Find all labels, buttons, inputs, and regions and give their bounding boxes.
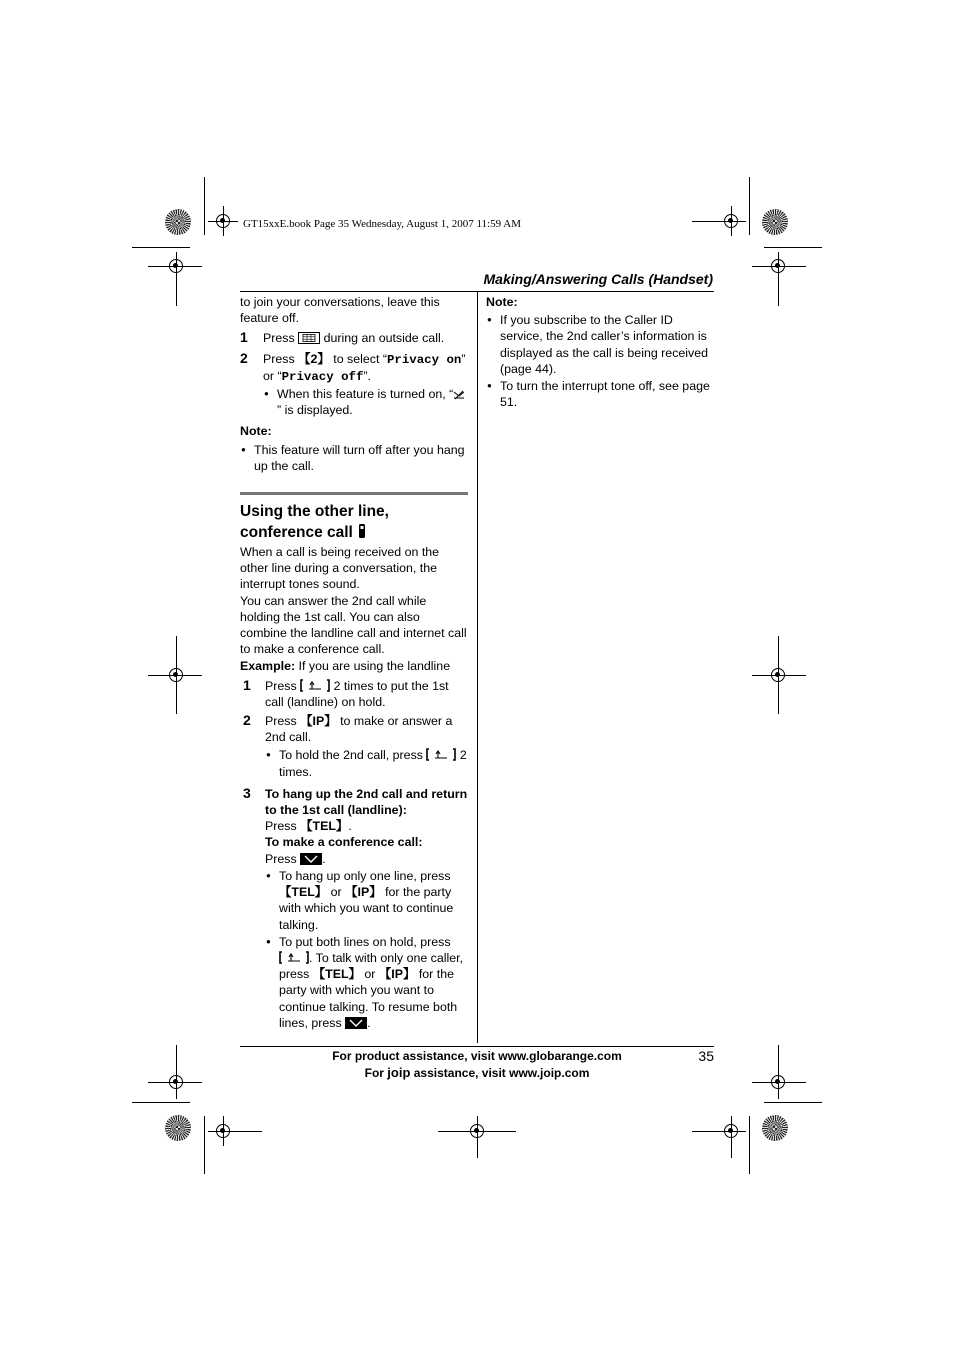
example-text: If you are using the landline xyxy=(298,659,451,674)
registration-mark xyxy=(216,214,230,228)
step-text: 2 times to put the 1st call (landline) on hold. xyxy=(265,678,449,709)
step-number: 2 xyxy=(240,349,248,366)
bullet-text: This feature will turn off after you hang up the call. xyxy=(254,442,465,473)
bullet-text: To turn the interrupt tone off, see page 51. xyxy=(500,379,710,410)
color-wheel-mark xyxy=(165,209,191,235)
hold-key-icon xyxy=(426,748,456,761)
bullet-text: . To talk with only one caller, press xyxy=(279,950,464,982)
bullet-text: If you subscribe to the Caller ID service, the 2nd caller’s information is displayed as the call is being received (page 44). xyxy=(500,313,709,376)
bullet-text: ” is displayed. xyxy=(277,403,353,418)
bullet-text: or xyxy=(330,885,342,900)
footer-line-1: For product assistance, visit www.globarange.com xyxy=(332,1049,622,1063)
crop-mark xyxy=(132,247,190,248)
bullet-text: To hang up only one line, press xyxy=(279,868,451,883)
note-label: Note: xyxy=(486,295,518,309)
registration-mark xyxy=(169,1075,183,1089)
step-text: Press xyxy=(265,851,297,866)
page-number: 35 xyxy=(698,1048,714,1064)
page-header-title: Making/Answering Calls (Handset) xyxy=(483,271,713,287)
bullet-text: . xyxy=(367,1015,371,1030)
ip-key: 【IP】 xyxy=(378,967,416,982)
crop-mark xyxy=(764,247,822,248)
footer-line-2 xyxy=(240,1065,714,1080)
bullet-text: for the party with which you want to continue talking. xyxy=(279,885,454,932)
book-info: GT15xxE.book Page 35 Wednesday, August 1, 2007 11:59 AM xyxy=(243,218,521,230)
registration-mark xyxy=(169,668,183,682)
registration-mark xyxy=(216,1124,230,1138)
registration-mark xyxy=(176,1045,177,1099)
bullet xyxy=(265,868,468,933)
step-text: Press xyxy=(265,714,297,729)
key-2: 【2】 xyxy=(298,351,330,366)
registration-mark xyxy=(169,259,183,273)
registration-mark xyxy=(771,1075,785,1089)
instruction-heading: To make a conference call: xyxy=(265,835,423,850)
step-2 xyxy=(240,713,468,780)
paragraph: When a call is being received on the other line during a conversation, the interrupt tones sound. xyxy=(240,545,440,592)
step-text: Press xyxy=(263,331,295,346)
bullet-text: To hold the 2nd call, press xyxy=(279,748,423,763)
tel-key: 【TEL】 xyxy=(300,819,349,834)
step-text: . xyxy=(348,819,352,834)
left-column xyxy=(240,294,468,1031)
instruction-heading: To hang up the 2nd call and return to the 1st call (landline): xyxy=(265,786,468,818)
note-bullet xyxy=(240,442,468,474)
section-title xyxy=(240,501,468,543)
color-wheel-mark xyxy=(762,1115,788,1141)
ip-key: 【IP】 xyxy=(300,714,337,729)
menu-option: Privacy off xyxy=(281,369,364,384)
footer-rule xyxy=(240,1046,714,1047)
crop-mark xyxy=(764,1102,822,1103)
tel-key: 【TEL】 xyxy=(279,885,328,900)
paragraph: You can answer the 2nd call while holding the 1st call. You can also combine the landline call and internet call to make a conference call. xyxy=(240,593,467,657)
note-bullet xyxy=(486,312,714,377)
step-text: Press xyxy=(265,678,297,693)
registration-mark xyxy=(778,1045,779,1099)
section-title-line: Using the other line, xyxy=(240,503,389,521)
crop-mark xyxy=(204,1116,205,1174)
ip-key: 【IP】 xyxy=(345,885,382,900)
tel-key: 【TEL】 xyxy=(312,967,361,982)
registration-mark xyxy=(771,668,785,682)
bullet-text: for the party with which you want to continue talking. To resume both lines, press xyxy=(279,967,458,1030)
step-number: 1 xyxy=(243,676,251,693)
color-wheel-mark xyxy=(762,209,788,235)
registration-mark xyxy=(470,1124,484,1138)
conference-key-icon xyxy=(300,853,322,865)
step-text: to select “ xyxy=(333,351,387,366)
step-3 xyxy=(240,786,468,1031)
intro-text: to join your conversations, leave this feature off. xyxy=(240,295,440,326)
section-rule xyxy=(240,492,468,495)
step-2 xyxy=(240,351,468,419)
menu-key-icon xyxy=(298,332,320,344)
hold-key-icon xyxy=(279,951,309,964)
step-1 xyxy=(240,330,468,346)
example-label: Example: xyxy=(240,659,296,674)
crop-mark xyxy=(132,1102,190,1103)
step-text: ”. xyxy=(363,368,371,383)
privacy-icon xyxy=(453,390,465,400)
step-text: . xyxy=(322,851,326,866)
note-label: Note: xyxy=(240,424,272,439)
bullet-text: When this feature is turned on, “ xyxy=(277,387,454,402)
example xyxy=(240,658,468,674)
registration-mark xyxy=(724,214,738,228)
footer-text: assistance, visit www.joip.com xyxy=(413,1066,590,1080)
registration-mark xyxy=(724,1124,738,1138)
handset-icon xyxy=(357,523,367,539)
crop-mark xyxy=(749,177,750,235)
crop-mark xyxy=(204,177,205,235)
bullet xyxy=(265,934,468,1031)
bullet-text: To put both lines on hold, press xyxy=(279,934,451,949)
footer-text: For xyxy=(364,1066,384,1080)
bullet xyxy=(265,747,468,779)
step-text: to make or answer a 2nd call. xyxy=(265,714,453,745)
joip-logo: joip xyxy=(387,1065,411,1080)
step-number: 3 xyxy=(243,784,251,801)
step-text: during an outside call. xyxy=(323,331,445,346)
step-text: ” or “ xyxy=(263,351,466,383)
registration-mark xyxy=(771,259,785,273)
step-text: Press xyxy=(265,819,297,834)
section-title-line: conference call xyxy=(240,524,353,542)
step-number: 2 xyxy=(243,712,251,729)
column-divider xyxy=(477,292,478,1043)
crop-mark xyxy=(749,1116,750,1174)
bullet xyxy=(263,386,468,418)
color-wheel-mark xyxy=(165,1115,191,1141)
step-number: 1 xyxy=(240,329,248,346)
note-bullet xyxy=(486,378,714,410)
hold-key-icon xyxy=(300,679,330,692)
step-text: Press xyxy=(263,351,295,366)
step-1 xyxy=(240,678,468,710)
bullet-text: or xyxy=(364,967,376,982)
menu-option: Privacy on xyxy=(387,352,462,367)
bullet-text: 2 times. xyxy=(279,748,467,779)
conference-key-icon xyxy=(345,1017,367,1029)
right-column xyxy=(486,294,714,410)
